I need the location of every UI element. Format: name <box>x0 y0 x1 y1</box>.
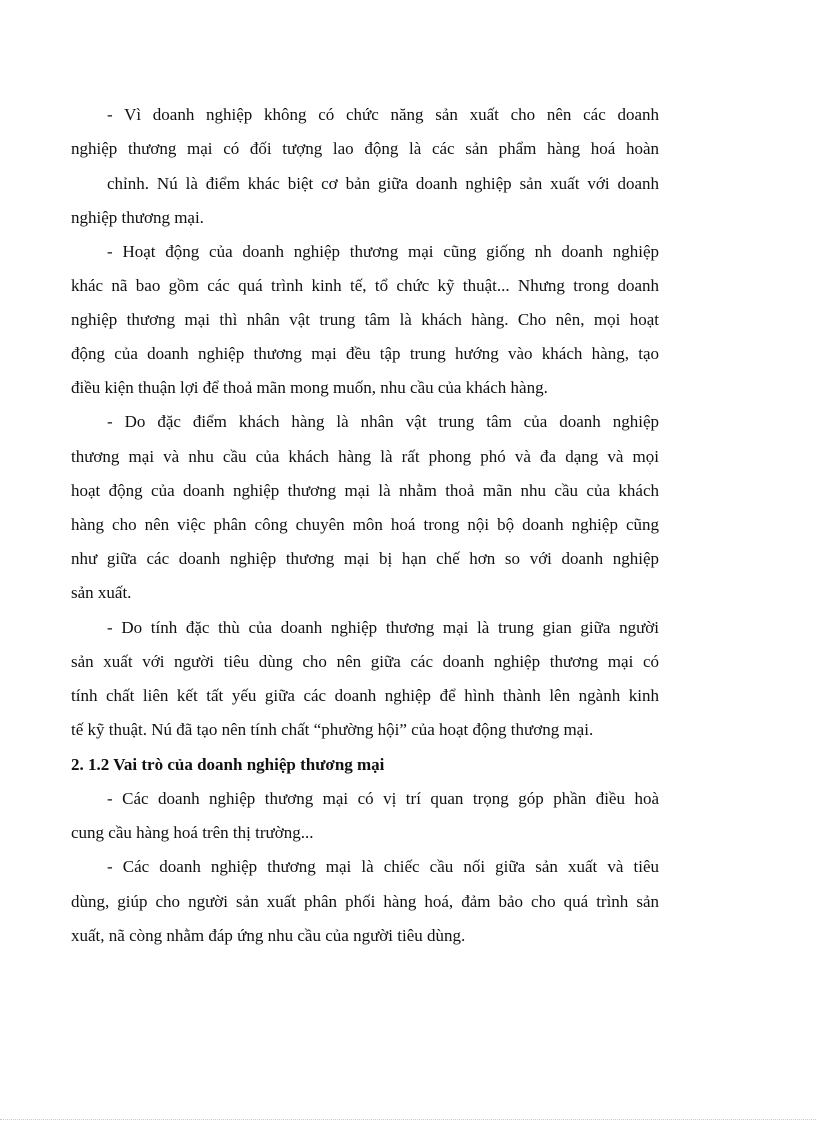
section-paragraph-1-line-2: cung cầu hàng hoá trên thị trường... <box>71 823 314 842</box>
paragraph-1-line-1: - Vì doanh nghiệp không có chức năng sản xuất cho nên các doanh <box>107 105 659 124</box>
paragraph-4-line-1: - Do tính đặc thù của doanh nghiệp thương mại là trung gian giữa người <box>107 618 659 637</box>
section-heading: 2. 1.2 Vai trò của doanh nghiệp thương mại <box>71 755 385 774</box>
section-paragraph-2-line-2: dùng, giúp cho người sản xuất phân phối hàng hoá, đảm bảo cho quá trình sản <box>71 892 659 911</box>
paragraph-4-line-4: tế kỹ thuật. Nú đã tạo nên tính chất “phường hội” của hoạt động thương mại. <box>71 720 594 739</box>
paragraph-4-line-3: tính chất liên kết tất yếu giữa các doanh nghiệp để hình thành lên ngành kinh <box>71 686 659 705</box>
paragraph-3-line-4: hàng cho nên việc phân công chuyên môn hoá trong nội bộ doanh nghiệp cũng <box>71 515 659 534</box>
section-paragraph-2-line-3: xuất, nã còng nhằm đáp ứng nhu cầu của người tiêu dùng. <box>71 926 466 945</box>
paragraph-2-line-1: - Hoạt động của doanh nghiệp thương mại cũng giống nh doanh nghiệp <box>107 242 659 261</box>
section-paragraph-2-line-1: - Các doanh nghiệp thương mại là chiếc cầu nối giữa sản xuất và tiêu <box>107 857 659 876</box>
paragraph-3-line-6: sản xuất. <box>71 583 132 602</box>
section-paragraph-1-line-1: - Các doanh nghiệp thương mại có vị trí quan trọng góp phần điều hoà <box>107 789 659 808</box>
paragraph-2-line-3: nghiệp thương mại thì nhân vật trung tâm là khách hàng. Cho nên, mọi hoạt <box>71 310 659 329</box>
paragraph-3-line-3: hoạt động của doanh nghiệp thương mại là nhằm thoả mãn nhu cầu của khách <box>71 481 659 500</box>
page-bottom-edge <box>0 1119 816 1120</box>
paragraph-4-line-2: sản xuất với người tiêu dùng cho nên giữa các doanh nghiệp thương mại có <box>71 652 659 671</box>
paragraph-1-line-3: chỉnh. Nú là điểm khác biệt cơ bản giữa doanh nghiệp sản xuất với doanh <box>107 174 659 193</box>
paragraph-3-line-2: thương mại và nhu cầu của khách hàng là rất phong phó và đa dạng và mọi <box>71 447 659 466</box>
paragraph-2-line-5: điều kiện thuận lợi để thoả mãn mong muốn, nhu cầu của khách hàng. <box>71 378 548 397</box>
paragraph-1-line-2: nghiệp thương mại có đối tượng lao động là các sản phẩm hàng hoá hoàn <box>71 139 659 158</box>
paragraph-2-line-2: khác nã bao gồm các quá trình kinh tế, tổ chức kỹ thuật... Nhưng trong doanh <box>71 276 659 295</box>
paragraph-3-line-5: như giữa các doanh nghiệp thương mại bị hạn chế hơn so với doanh nghiệp <box>71 549 659 568</box>
paragraph-2-line-4: động của doanh nghiệp thương mại đều tập trung hướng vào khách hàng, tạo <box>71 344 659 363</box>
paragraph-1-line-4: nghiệp thương mại. <box>71 208 204 227</box>
paragraph-3-line-1: - Do đặc điểm khách hàng là nhân vật trung tâm của doanh nghiệp <box>107 412 659 431</box>
